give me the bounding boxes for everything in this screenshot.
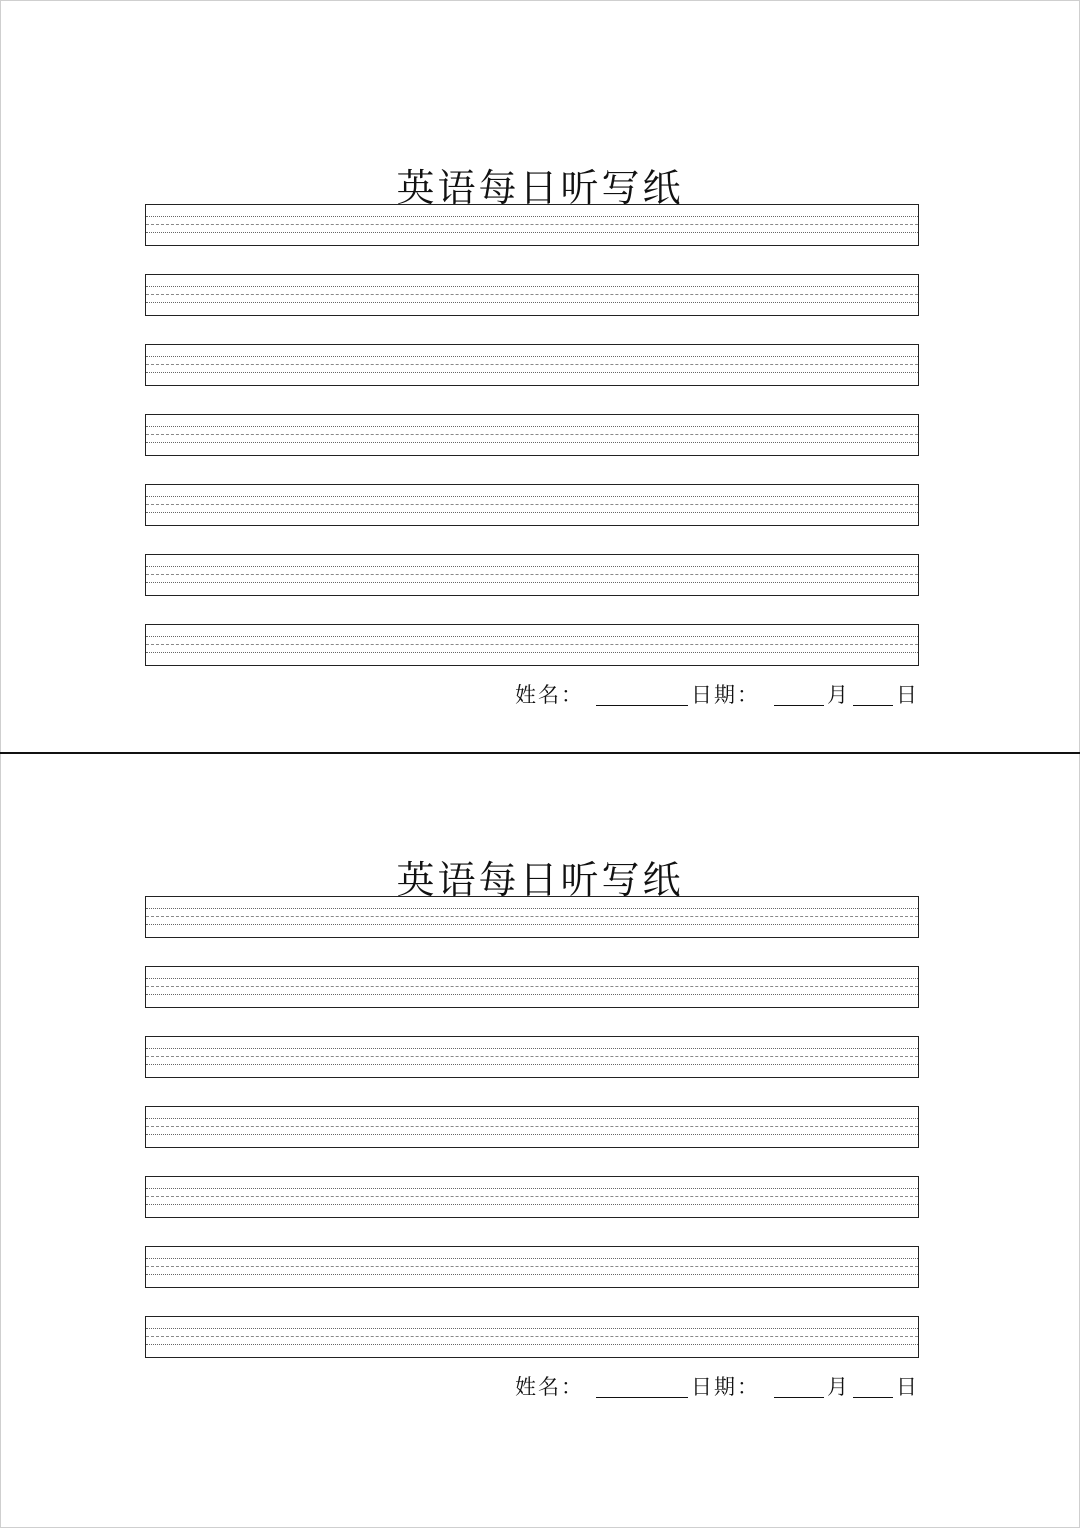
day-label: 日	[896, 1375, 919, 1399]
name-label: 姓名：	[515, 683, 584, 707]
writing-row[interactable]	[145, 1246, 919, 1288]
month-label: 月	[827, 683, 850, 707]
writing-row[interactable]	[145, 966, 919, 1008]
sheet-title: 英语每日听写纸	[396, 166, 684, 211]
writing-row[interactable]	[145, 896, 919, 938]
dictation-sheet-top	[0, 0, 1080, 707]
writing-row[interactable]	[145, 1316, 919, 1358]
writing-row[interactable]	[145, 274, 919, 316]
writing-rows	[145, 896, 919, 1386]
writing-row[interactable]	[145, 484, 919, 526]
writing-row[interactable]	[145, 1036, 919, 1078]
day-blank[interactable]	[853, 1375, 893, 1398]
name-blank[interactable]	[596, 1375, 688, 1398]
day-label: 日	[896, 683, 919, 707]
month-blank[interactable]	[774, 1375, 824, 1398]
writing-row[interactable]	[145, 554, 919, 596]
writing-row[interactable]	[145, 1176, 919, 1218]
date-label: 日期：	[691, 1375, 760, 1399]
month-label: 月	[827, 1375, 850, 1399]
writing-row[interactable]	[145, 624, 919, 666]
writing-rows	[145, 204, 919, 694]
writing-row[interactable]	[145, 204, 919, 246]
date-label: 日期：	[691, 683, 760, 707]
dictation-sheet-bottom	[0, 692, 1080, 1399]
writing-row[interactable]	[145, 414, 919, 456]
writing-row[interactable]	[145, 1106, 919, 1148]
name-label: 姓名：	[515, 1375, 584, 1399]
sheet-title: 英语每日听写纸	[396, 858, 684, 903]
writing-row[interactable]	[145, 344, 919, 386]
sheet-footer	[515, 1373, 919, 1401]
